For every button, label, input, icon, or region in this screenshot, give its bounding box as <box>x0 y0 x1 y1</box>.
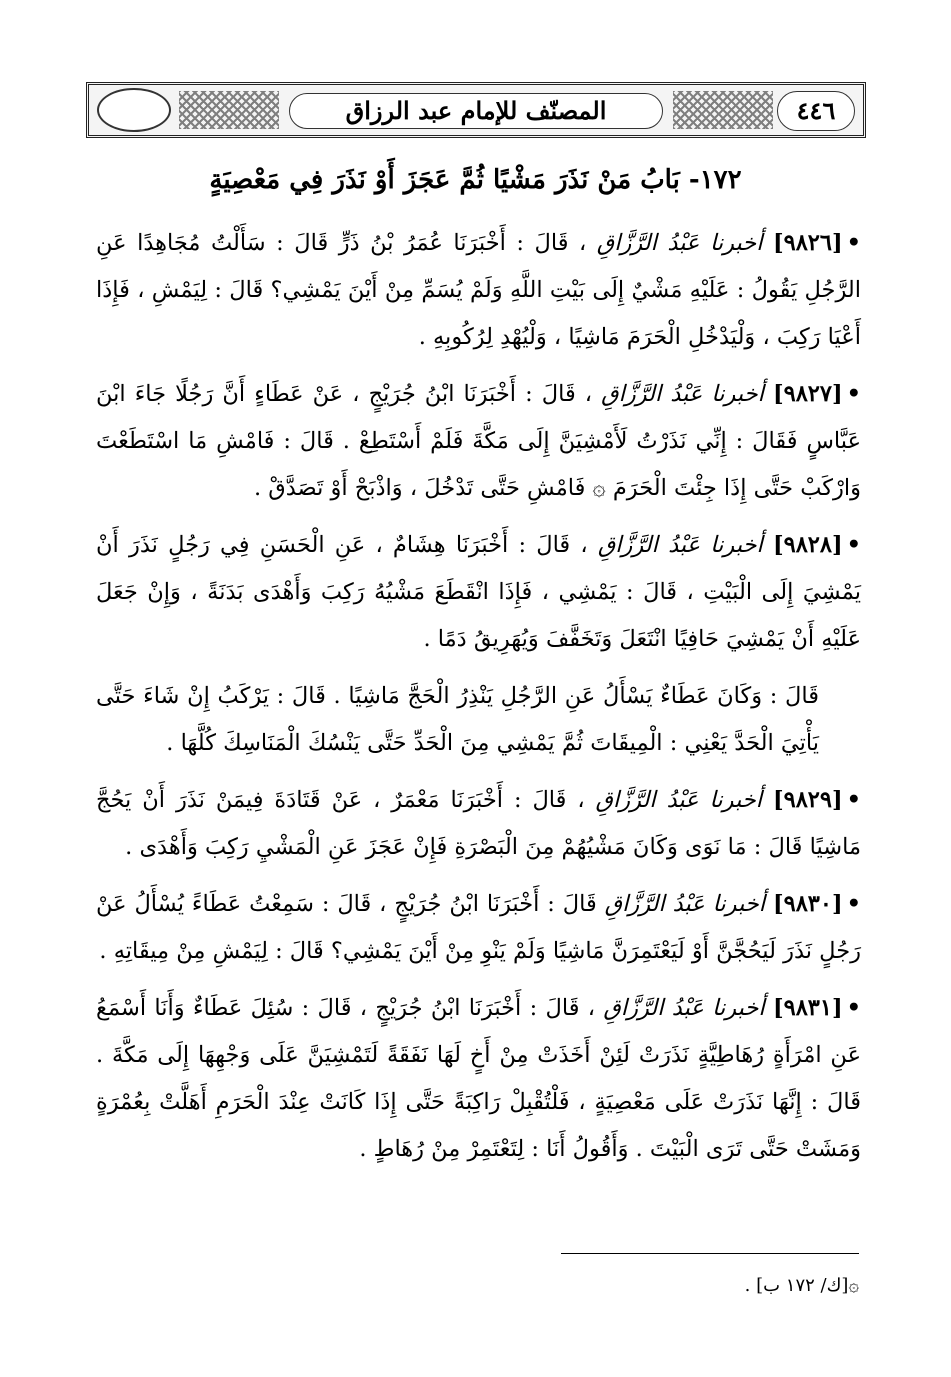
hadith-text: ، قَالَ : أَخْبَرَنَا ابْنُ جُرَيْجٍ ، عَنْ عَطَاءٍ أَنَّ رَجُلًا جَاءَ ابْنَ عَبَّاسٍ فَقَالَ : إِنِّي نَذَرْتُ لَأَمْشِيَنَّ إِلَى مَكَّةَ فَلَمْ أَسْتَطِعْ . قَالَ : فَامْشِ مَا اسْتَطَعْتَ وَارْكَبْ حَتَّى إِذَا جِئْتَ الْحَرَمَ ۞ فَامْشِ حَتَّى تَدْخُلَ ، وَاذْبَحْ أَوْ تَصَدَّقْ . <box>96 381 861 501</box>
hadith-number: [٩٨٢٧] <box>772 381 843 407</box>
hadith-text: قَالَ : أَخْبَرَنَا ابْنُ جُرَيْجٍ ، قَالَ : سَمِعْتُ عَطَاءً يُسْأَلُ عَنْ رَجُلٍ نَذَرَ لَيَحُجَّنَّ أَوْ لَيَعْتَمِرَنَّ مَاشِيًا وَلَمْ يَنْوِ مِنْ أَيْنَ يَمْشِي؟ قَالَ : لِيَمْشِ مِنْ مِيقَاتِهِ . <box>96 891 861 964</box>
footnote: ۞[ك/ ١٧٢ ب] . <box>744 1275 859 1296</box>
hadith-paragraph <box>96 777 861 871</box>
hadith-number: [٩٨٢٦] <box>772 230 843 256</box>
hadith-number: [٩٨٣٠] <box>772 891 843 917</box>
bullet: • <box>846 995 861 1021</box>
bullet: • <box>846 381 862 407</box>
hadith-text: ، قَالَ : أَخْبَرَنَا ابْنُ جُرَيْجٍ ، قَالَ : سُئِلَ عَطَاءٌ وَأَنَا أَسْمَعُ عَنِ امْرَأَةٍ رُهَاطِيَّةٍ نَذَرَتْ لَئِنْ أَخَذَتْ مِنْ أَخٍ لَهَا نَفَقَةً لَتَمْشِيَنَّ عَلَى وَجْهِهَا إِلَى مَكَّةَ . قَالَ : إِنَّهَا نَذَرَتْ عَلَى مَعْصِيَةٍ ، فَلْتُقْبِلْ رَاكِبَةً حَتَّى إِذَا كَانَتْ عِنْدَ الْحَرَمِ أَهَلَّتْ بِعُمْرَةٍ وَمَشَتْ حَتَّى تَرَى الْبَيْتَ . وَأَقُولُ أَنَا : لِتَعْتَمِرْ مِنْ رُهَاطٍ . <box>96 995 861 1162</box>
footnote-separator <box>561 1253 859 1254</box>
chapter-heading: ١٧٢- بَابُ مَنْ نَذَرَ مَشْيًا ثُمَّ عَجَزَ أَوْ نَذَرَ فِي مَعْصِيَةٍ <box>209 165 742 195</box>
hadith-paragraph <box>96 673 861 767</box>
narration-lead: أخبرنا عَبْدُ الرَّزَّاقِ <box>596 230 763 256</box>
hadith-number: [٩٨٢٩] <box>772 787 843 813</box>
narration-lead: أخبرنا عَبْدُ الرَّزَّاقِ <box>603 995 765 1021</box>
page-number: ٤٤٦ <box>777 91 855 131</box>
bullet: • <box>846 891 862 917</box>
hadith-text: ، قَالَ : أَخْبَرَنَا عُمَرُ بْنُ ذَرٍّ قَالَ : سَأَلْتُ مُجَاهِدًا عَنِ الرَّجُلِ يَقُولُ : عَلَيْهِ مَشْيٌ إِلَى بَيْتِ اللَّهِ وَلَمْ يُسَمِّ مِنْ أَيْنَ يَمْشِي؟ قَالَ : لِيَمْشِ ، فَإِذَا أَعْيَا رَكِبَ ، وَلْيَدْخُلِ الْحَرَمَ مَاشِيًا ، وَلْيُهْدِ لِرُكُوبِهِ . <box>96 230 861 350</box>
page-header <box>86 82 866 138</box>
narration-lead: أخبرنا عَبْدُ الرَّزَّاقِ <box>595 787 763 813</box>
bullet: • <box>846 532 862 558</box>
hadith-paragraph <box>96 371 861 512</box>
hadith-paragraph <box>96 881 861 975</box>
header-ornament-right <box>673 91 773 129</box>
hadith-paragraph <box>96 522 861 663</box>
narration-lead: أخبرنا عَبْدُ الرَّزَّاقِ <box>601 381 764 407</box>
hadith-paragraph <box>96 985 861 1173</box>
bullet: • <box>846 230 862 256</box>
bullet: • <box>846 787 861 813</box>
book-seal-logo <box>97 88 171 132</box>
hadith-number: [٩٨٣١] <box>772 995 843 1021</box>
narration-lead: أخبرنا عَبْدُ الرَّزَّاقِ <box>604 891 766 917</box>
header-ornament-left <box>179 91 279 129</box>
hadith-text: ، قَالَ : أَخْبَرَنَا هِشَامٌ ، عَنِ الْحَسَنِ فِي رَجُلٍ نَذَرَ أَنْ يَمْشِيَ إِلَى الْبَيْتِ ، قَالَ : يَمْشِي ، فَإِذَا انْقَطَعَ مَشْيُهُ رَكِبَ وَأَهْدَى بَدَنَةً ، وَإِنْ جَعَلَ عَلَيْهِ أَنْ يَمْشِيَ حَافِيًا انْتَعَلَ وَتَخَفَّفَ وَيُهَرِيقُ دَمًا . <box>96 532 861 652</box>
hadith-list <box>96 220 861 1183</box>
book-title: المصنّف للإمام عبد الرزاق <box>289 93 663 129</box>
hadith-text: ، قَالَ : أَخْبَرَنَا مَعْمَرٌ ، عَنْ قَتَادَةَ فِيمَنْ نَذَرَ أَنْ يَحُجَّ مَاشِيًا قَالَ : مَا نَوَى وَكَانَ مَشْيُهُمْ مِنَ الْبَصْرَةِ فَإِنْ عَجَزَ عَنِ الْمَشْيِ رَكِبَ وَأَهْدَى . <box>96 787 861 860</box>
hadith-paragraph <box>96 220 861 361</box>
narration-lead: أخبرنا عَبْدُ الرَّزَّاقِ <box>597 532 763 558</box>
hadith-number: [٩٨٢٨] <box>772 532 843 558</box>
hadith-text: قَالَ : وَكَانَ عَطَاءٌ يَسْأَلُ عَنِ الرَّجُلِ يَنْذِرُ الْحَجَّ مَاشِيًا . قَالَ : يَرْكَبُ إِنْ شَاءَ حَتَّى يَأْتِيَ الْحَدَّ يَعْنِي : الْمِيقَاتَ ثُمَّ يَمْشِي مِنَ الْحَدِّ حَتَّى يَنْسُكَ الْمَنَاسِكَ كُلَّهَا . <box>96 683 819 756</box>
